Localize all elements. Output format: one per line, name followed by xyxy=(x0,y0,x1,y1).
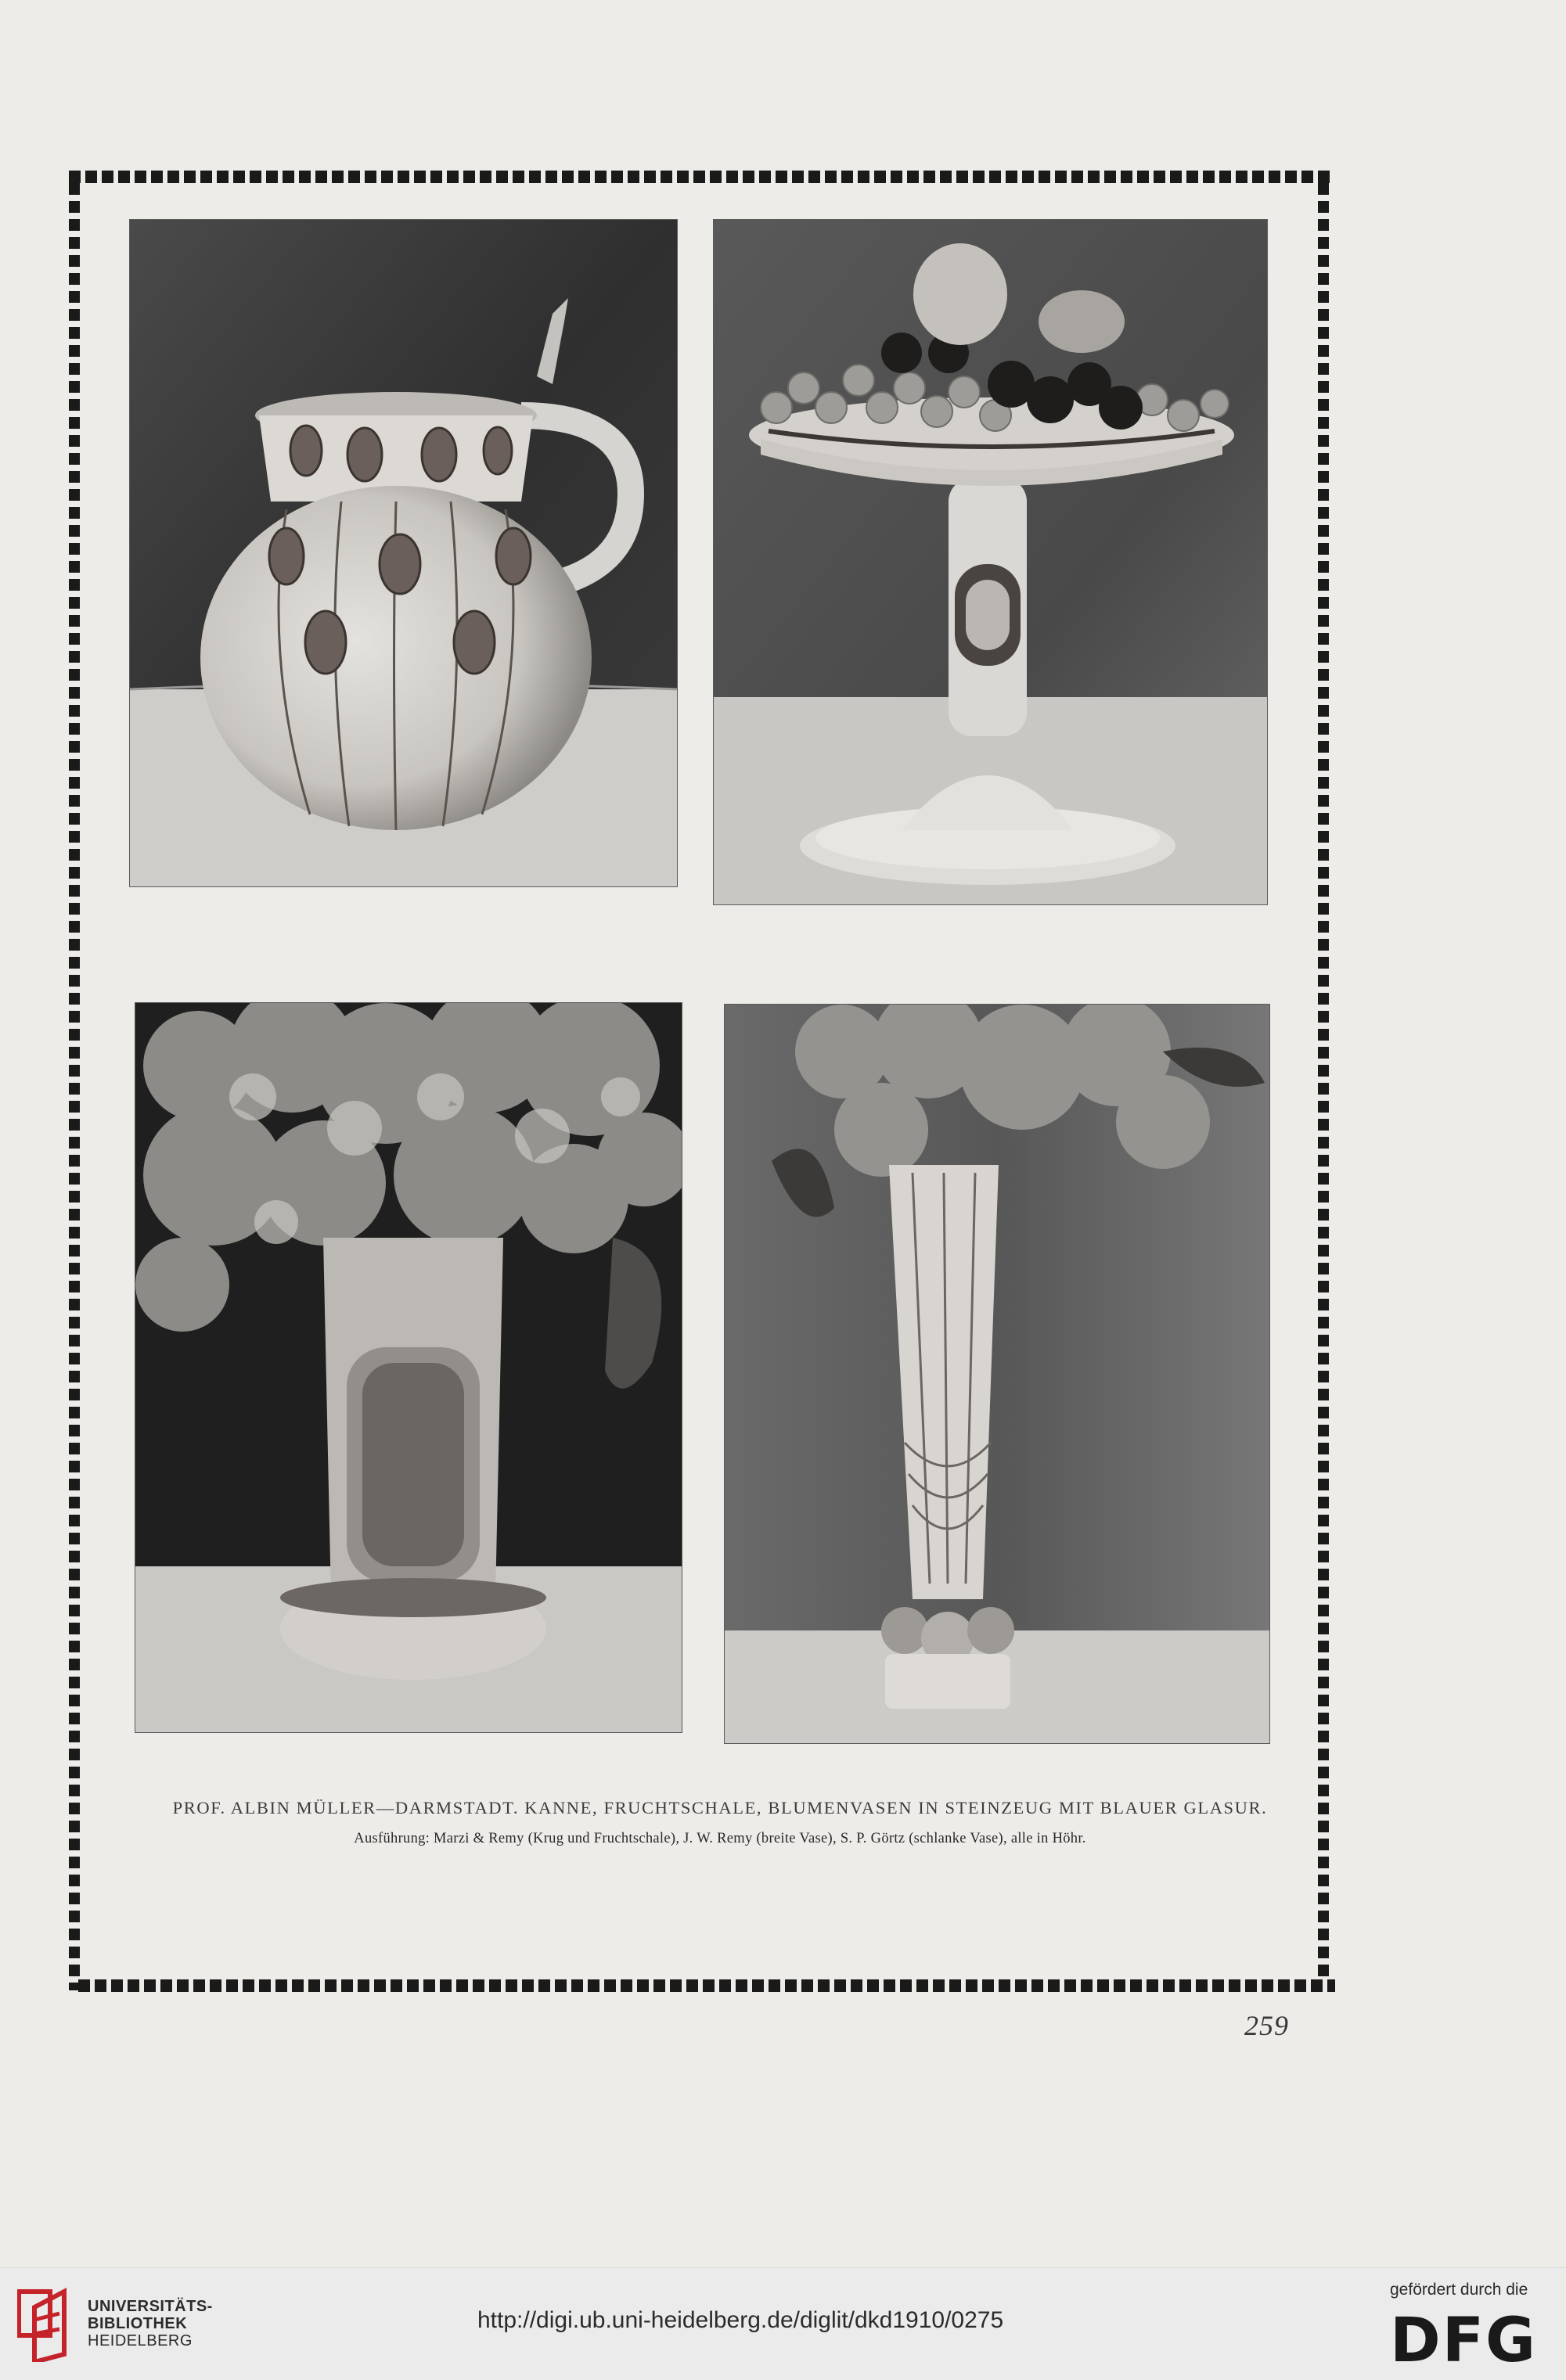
slender-vase-photo xyxy=(725,1005,1269,1743)
caption-main: PROF. ALBIN MÜLLER—DARMSTADT. KANNE, FRUCHTSCHALE, BLUMENVASEN IN STEINZEUG MIT BLAUER GLASUR. xyxy=(172,1798,1268,1817)
wide-vase-lilac-image xyxy=(135,1003,682,1732)
permalink-url[interactable]: http://digi.ub.uni-heidelberg.de/diglit/dkd1910/0275 xyxy=(477,2307,1004,2333)
frame-bottom-border xyxy=(78,1979,1335,1992)
library-name-line1: UNIVERSITÄTS- xyxy=(88,2298,213,2315)
frame-top-border xyxy=(69,171,1330,183)
library-name xyxy=(88,2298,213,2349)
fruit-bowl-image xyxy=(714,220,1267,904)
library-name-line3: HEIDELBERG xyxy=(88,2332,193,2349)
library-name-line2: BIBLIOTHEK xyxy=(88,2315,188,2332)
slender-vase-lilac-image xyxy=(725,1005,1269,1743)
frame-right-border xyxy=(1318,183,1329,1983)
jug-photo xyxy=(130,220,677,886)
funded-by-label: gefördert durch die xyxy=(1390,2281,1528,2299)
wide-vase-photo xyxy=(135,1003,682,1732)
footer-bar xyxy=(0,2267,1566,2380)
library-logo-icon xyxy=(17,2284,74,2362)
page-number: 259 xyxy=(1244,2010,1289,2041)
dfg-logo: DFG xyxy=(1390,2306,1538,2376)
fruit-bowl-photo xyxy=(714,220,1267,904)
stoneware-jug-image xyxy=(130,220,677,886)
caption-sub: Ausführung: Marzi & Remy (Krug und Fruchtschale), J. W. Remy (breite Vase), S. P. Görtz (schlanke Vase), alle in Höhr. xyxy=(354,1831,1086,1846)
frame-left-border xyxy=(69,183,80,1990)
